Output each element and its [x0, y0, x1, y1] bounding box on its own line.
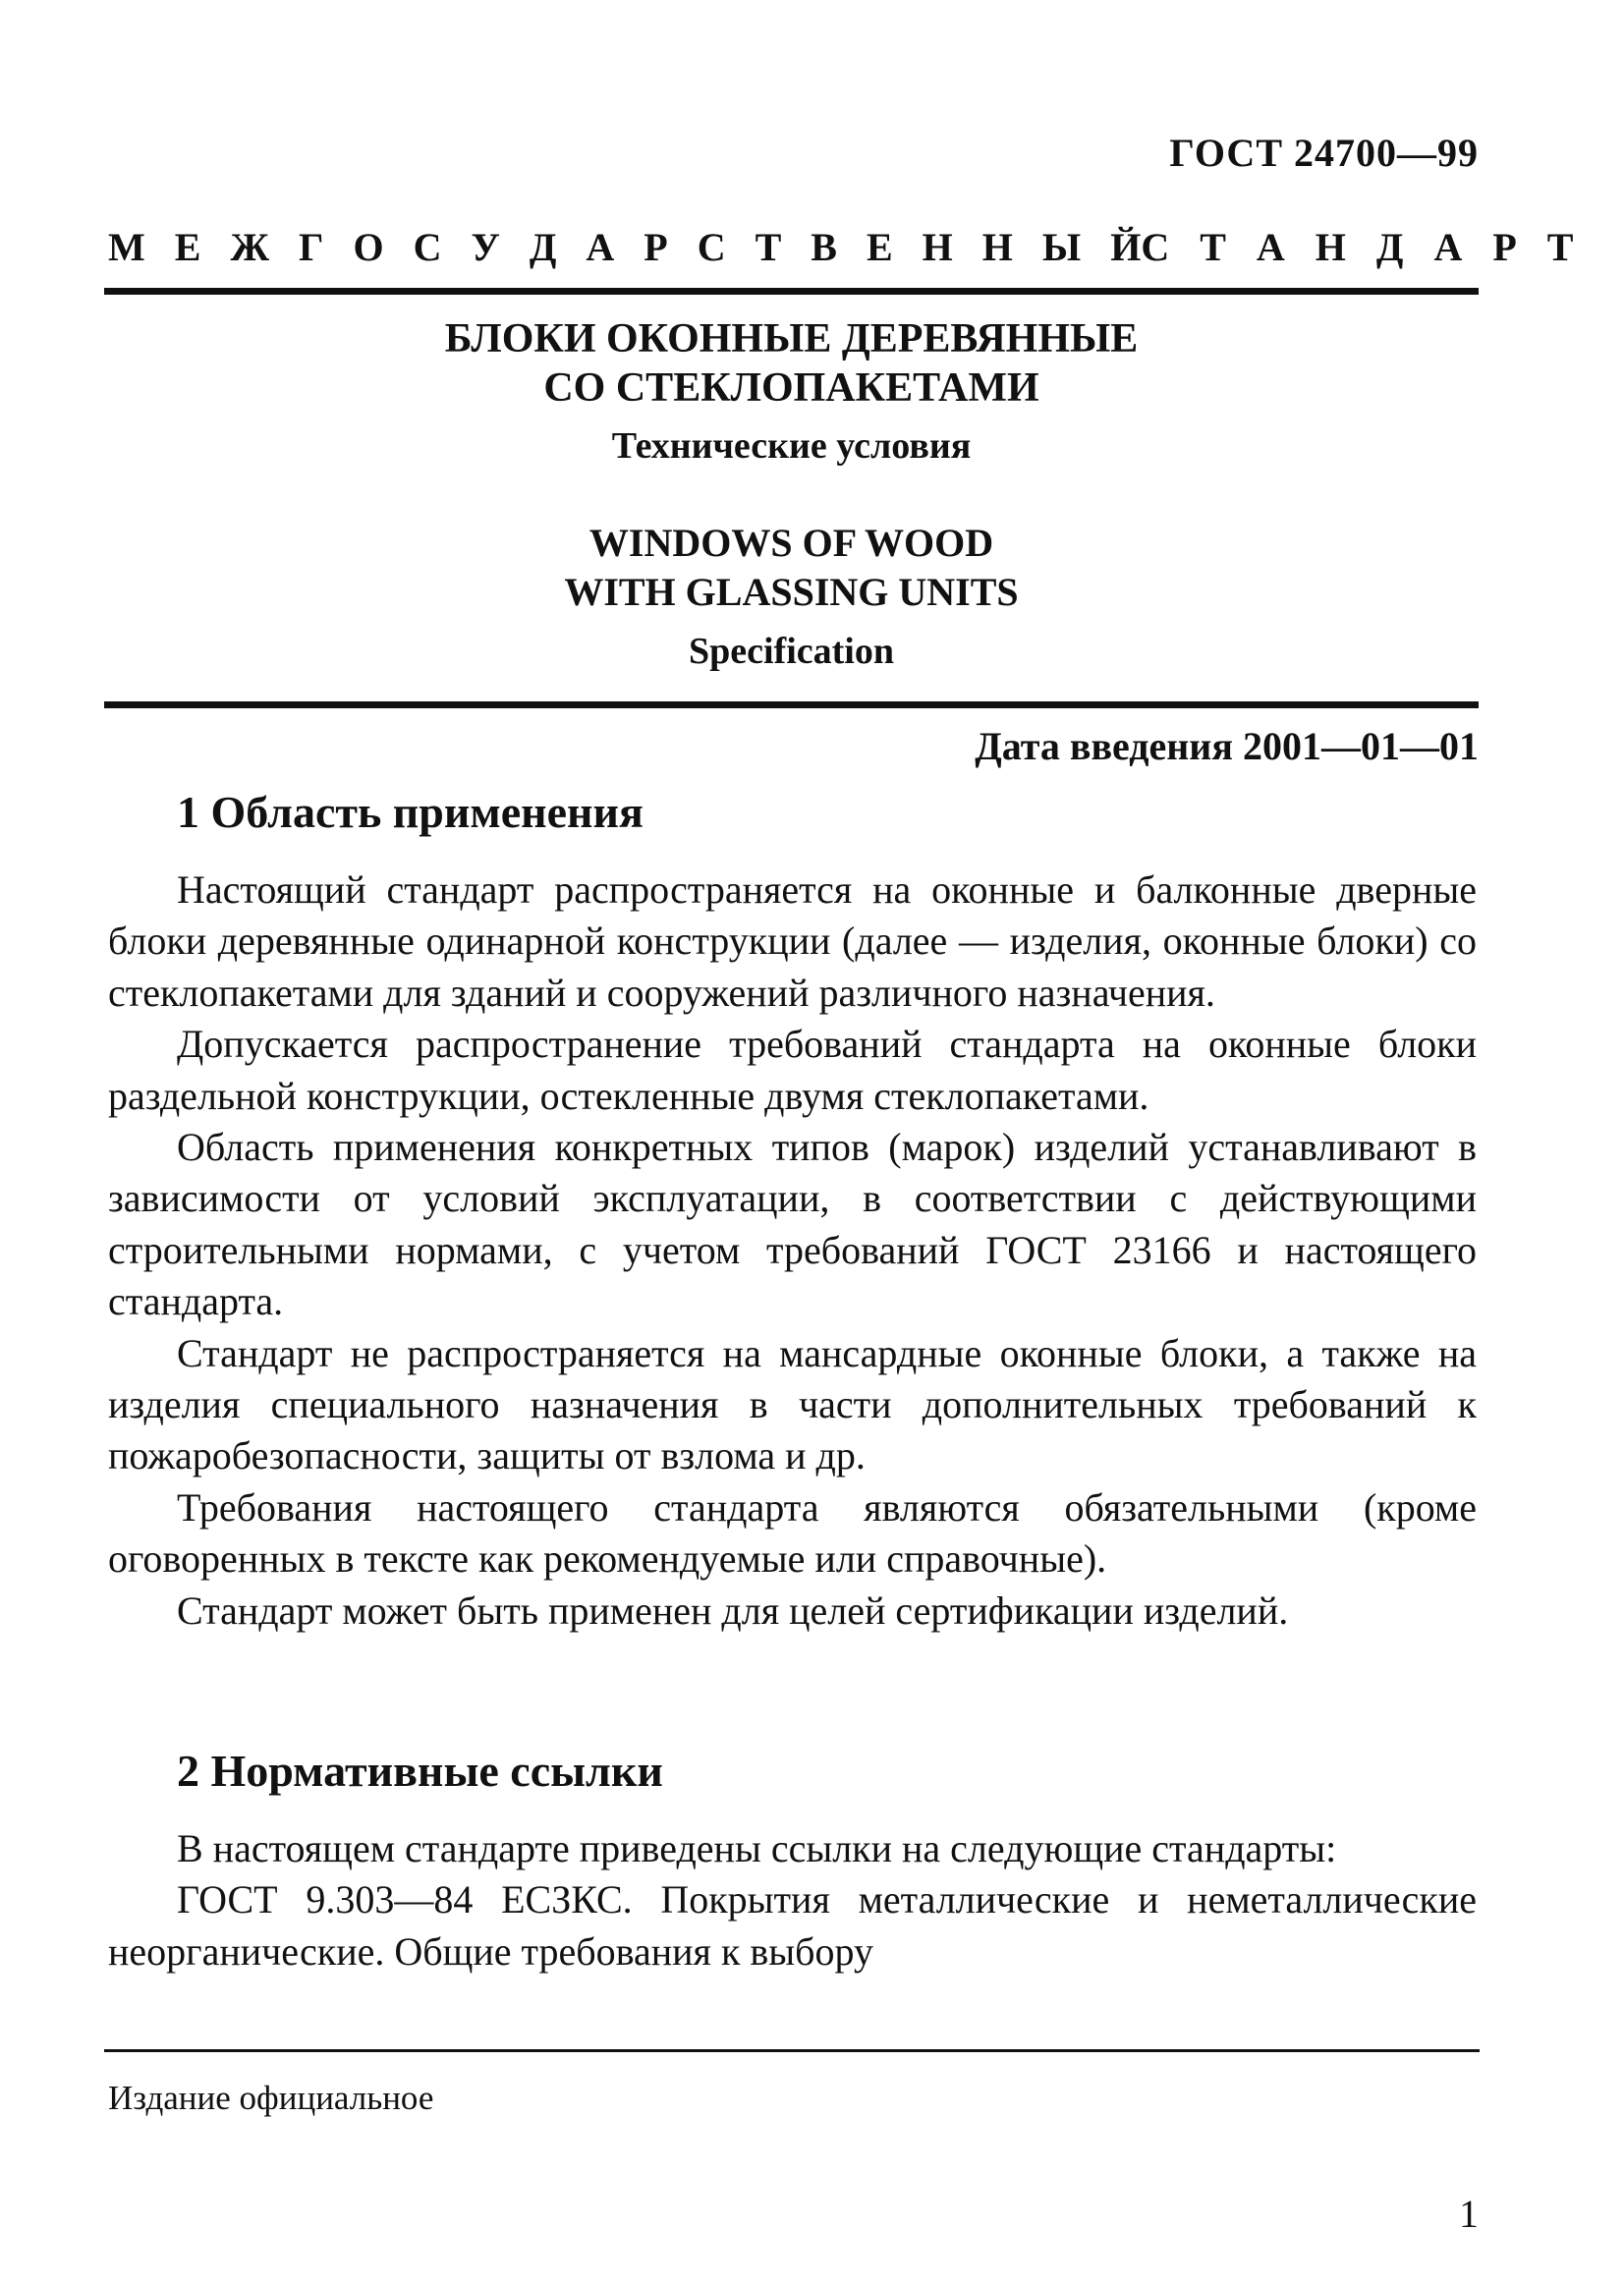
- letter: В: [811, 225, 837, 269]
- letter: Е: [866, 225, 893, 269]
- title-en-line2: WITH GLASSING UNITS: [564, 570, 1019, 614]
- paragraph: Стандарт не распространяется на мансардные оконные блоки, а также на изделия специального назначения в части дополнительных требований к пожаробезопасности, защиты от взлома и др.: [108, 1330, 1477, 1478]
- section-1-body: [108, 864, 1477, 1637]
- category-word-standard: [1141, 224, 1573, 270]
- letter: Н: [922, 225, 953, 269]
- letter: Р: [644, 225, 668, 269]
- letter: А: [1433, 225, 1463, 269]
- letter: О: [353, 225, 384, 269]
- introduction-date: Дата введения 2001—01—01: [975, 724, 1479, 768]
- title-rule: [104, 701, 1479, 708]
- letter: Ж: [230, 225, 270, 269]
- letter: А: [586, 225, 615, 269]
- paragraph: Стандарт может быть применен для целей сертификации изделий.: [177, 1588, 1289, 1633]
- letter: Д: [1375, 225, 1404, 269]
- title-russian: [104, 314, 1479, 413]
- page-number: 1: [1459, 2192, 1479, 2236]
- section-2-body: [108, 1823, 1477, 1978]
- letter: С: [413, 225, 442, 269]
- letter: Ы: [1041, 225, 1082, 269]
- subtitle-russian: Технические условия: [611, 425, 972, 467]
- edition-note: Издание официальное: [108, 2079, 434, 2117]
- letter: У: [471, 225, 500, 269]
- paragraph: ГОСТ 9.303—84 ЕСЗКС. Покрытия металлические и неметаллические неорганические. Общие требования к выбору: [108, 1877, 1477, 1974]
- section-1-heading: 1 Область применения: [177, 787, 644, 837]
- paragraph: Настоящий стандарт распространяется на оконные и балконные дверные блоки деревянные одинарной конструкции (далее — изделия, оконные блоки) со стеклопакетами для зданий и сооружений различного назначения.: [108, 867, 1477, 1015]
- section-2-heading: 2 Нормативные ссылки: [177, 1746, 663, 1796]
- document-code: ГОСТ 24700—99: [1169, 131, 1479, 175]
- letter: Д: [529, 225, 557, 269]
- letter: Р: [1492, 225, 1517, 269]
- category-word-interstate: [108, 224, 1141, 270]
- letter: Н: [1315, 225, 1346, 269]
- letter: Т: [1546, 225, 1574, 269]
- subtitle-english: Specification: [689, 631, 894, 672]
- letter: Й: [1110, 225, 1142, 269]
- letter: Н: [981, 225, 1013, 269]
- letter: Г: [299, 225, 324, 269]
- paragraph: Допускается распространение требований стандарта на оконные блоки раздельной конструкции, остекленные двумя стеклопакетами.: [108, 1022, 1477, 1118]
- paragraph: Область применения конкретных типов (марок) изделий устанавливают в зависимости от условий эксплуатации, в соответствии с действующими строительными нормами, с учетом требований ГОСТ 23166 и настоящего стандарта.: [108, 1125, 1477, 1324]
- standard-category: [108, 224, 1574, 270]
- letter: Т: [755, 225, 782, 269]
- letter: С: [1141, 225, 1170, 269]
- title-english: [104, 519, 1479, 617]
- letter: Т: [1200, 225, 1226, 269]
- letter: Е: [174, 225, 201, 269]
- paragraph: Требования настоящего стандарта являются обязательными (кроме оговоренных в тексте как рекомендуемые или справочные).: [108, 1484, 1477, 1582]
- footer-rule: [104, 2049, 1480, 2052]
- title-ru-line1: БЛОКИ ОКОННЫЕ ДЕРЕВЯННЫЕ: [444, 316, 1139, 362]
- letter: М: [108, 225, 145, 269]
- title-ru-line2: СО СТЕКЛОПАКЕТАМИ: [543, 365, 1039, 411]
- header-rule: [104, 288, 1479, 295]
- letter: С: [697, 225, 726, 269]
- letter: А: [1256, 225, 1285, 269]
- paragraph: В настоящем стандарте приведены ссылки на следующие стандарты:: [177, 1826, 1337, 1870]
- title-en-line1: WINDOWS OF WOOD: [588, 521, 994, 565]
